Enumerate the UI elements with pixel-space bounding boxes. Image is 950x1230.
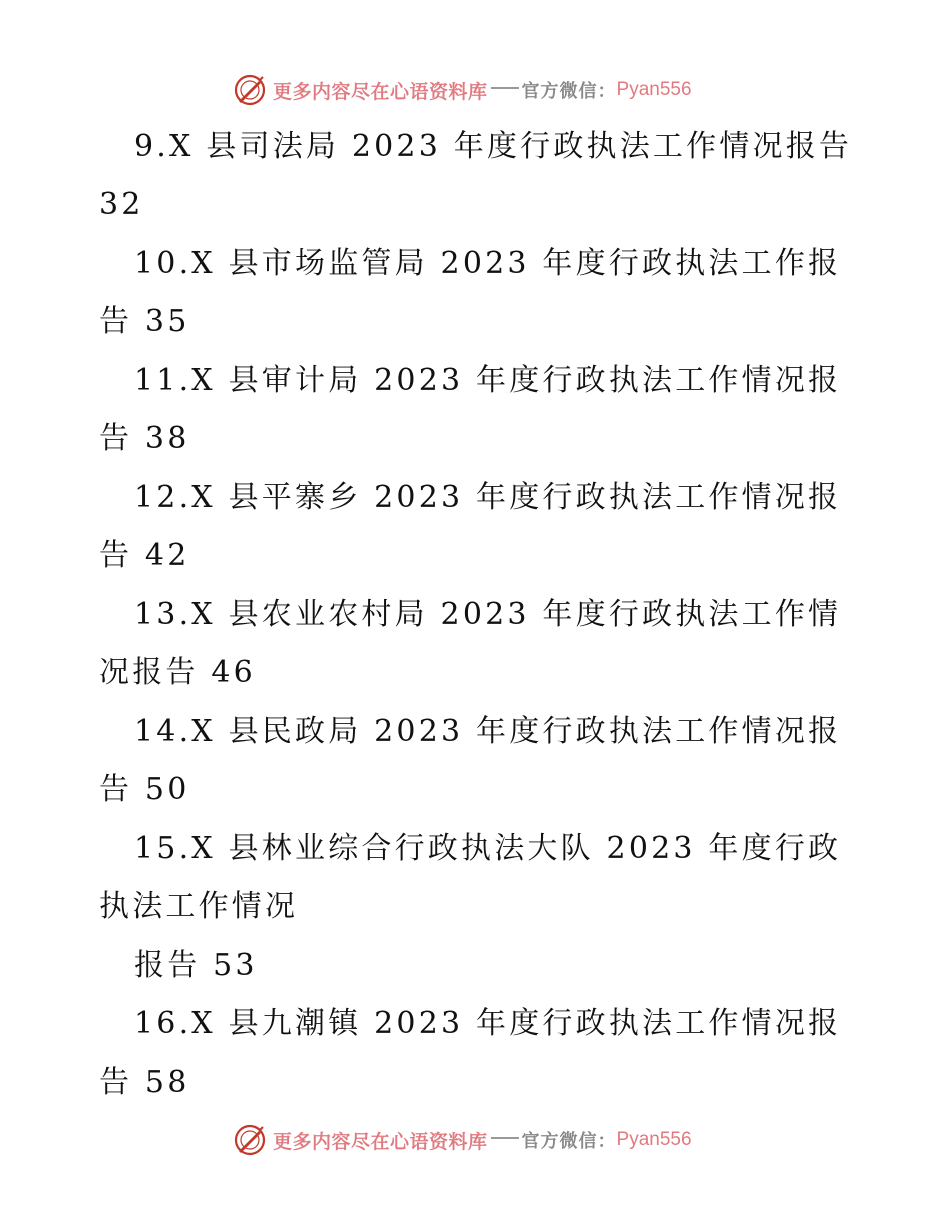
banner-title: 更多内容尽在心语资料库 (273, 80, 488, 103)
toc-entry: 10.X 县市场监管局 2023 年度行政执法工作报 (134, 246, 842, 281)
banner-wechat-id: Pyan556 (616, 1129, 692, 1150)
toc-entry: 16.X 县九潮镇 2023 年度行政执法工作情况报 (134, 1006, 842, 1041)
toc-entry-continuation: 况报告 46 (99, 655, 256, 690)
toc-entry-continuation: 告 38 (99, 421, 190, 456)
toc-entry-continuation: 告 35 (99, 304, 190, 339)
banner-official-label: 官方微信： (521, 81, 617, 102)
banner-official-label: 官方微信： (521, 1131, 617, 1152)
toc-entry: 15.X 县林业综合行政执法大队 2023 年度行政 (134, 831, 842, 866)
toc-entry-continuation: 告 42 (99, 538, 190, 573)
toc-entry-continuation: 告 58 (99, 1065, 190, 1100)
toc-entry: 11.X 县审计局 2023 年度行政执法工作情况报 (134, 363, 842, 398)
toc-entry-continuation: 执法工作情况 (99, 889, 299, 924)
toc-entry: 12.X 县平寨乡 2023 年度行政执法工作情况报 (134, 480, 842, 515)
toc-entry-continuation: 报告 53 (134, 948, 258, 983)
toc-entry-continuation: 告 50 (99, 772, 190, 807)
banner-title: 更多内容尽在心语资料库 (273, 1130, 488, 1153)
footer-watermark-banner (0, 1120, 950, 1160)
banner-wechat-id: Pyan556 (616, 79, 692, 100)
toc-page-number: 32 (99, 187, 144, 222)
pen-logo-icon (233, 1123, 267, 1157)
toc-entry: 13.X 县农业农村局 2023 年度行政执法工作情 (134, 597, 842, 632)
toc-entry: 9.X 县司法局 2023 年度行政执法工作情况报告 (134, 129, 853, 164)
toc-entry: 14.X 县民政局 2023 年度行政执法工作情况报 (134, 714, 842, 749)
banner-divider (491, 1137, 519, 1139)
